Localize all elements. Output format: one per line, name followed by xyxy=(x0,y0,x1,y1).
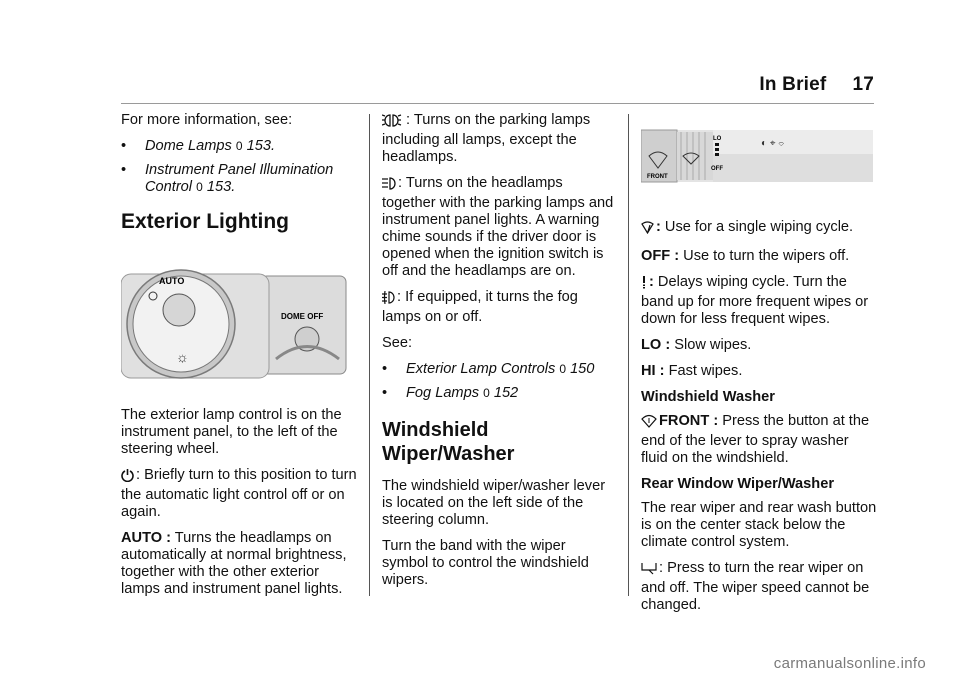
column-1 xyxy=(121,112,357,607)
exterior-lamp-intro: The exterior lamp control is on the instrument panel, to the left of the steering wheel. xyxy=(121,407,342,457)
delay-description: : Delays wiping cycle. Turn the band up for more frequent wipes or down for less frequent wipes. xyxy=(641,274,869,327)
svg-text:DOME OFF: DOME OFF xyxy=(281,312,324,321)
svg-text:LO: LO xyxy=(713,136,722,142)
wiper-off-description: OFF : Use to turn the wipers off. xyxy=(641,248,850,264)
rear-wiper-intro: The rear wiper and rear wash button is on the center stack below the climate control system. xyxy=(641,500,877,550)
rear-wiper-description: : Press to turn the rear wiper on and off. The wiper speed cannot be changed. xyxy=(641,560,870,613)
list-item: • Instrument Panel Illumination Control 0 153. xyxy=(121,162,334,195)
svg-text:FRONT: FRONT xyxy=(647,174,668,180)
exterior-lamp-control-illustration xyxy=(121,264,357,387)
power-off-icon xyxy=(121,468,134,487)
column-2 xyxy=(382,112,614,598)
link-exterior-lamp-controls[interactable]: Exterior Lamp Controls xyxy=(406,361,556,377)
wiper-band-instructions: Turn the band with the wiper symbol to control the windshield wipers. xyxy=(382,538,589,588)
page-number: 17 xyxy=(852,74,874,95)
parking-lamps-icon xyxy=(382,114,404,132)
column-divider-2 xyxy=(628,114,629,596)
svg-text:AUTO: AUTO xyxy=(159,276,185,286)
svg-text:OFF: OFF xyxy=(711,166,723,172)
single-wipe-description: : Use for a single wiping cycle. xyxy=(641,219,877,239)
windshield-washer-heading: Windshield Washer xyxy=(641,389,775,405)
heading-windshield-wiper-washer: Windshield Wiper/Washer xyxy=(382,419,515,465)
lo-description: LO : Slow wipes. xyxy=(641,337,752,353)
hi-description: HI : Fast wipes. xyxy=(641,363,743,379)
auto-description: AUTO : Turns the headlamps on automatically at normal brightness, together with the other exterior lamps and instrument panel lights. xyxy=(121,530,347,597)
more-info-text: For more information, see: xyxy=(121,112,293,128)
section-title: In Brief xyxy=(759,74,827,95)
headlamp-description: : Turns on the headlamps together with the parking lamps and instrument panel lights. A warning chime sounds if the driver door is opened when the ignition switch is off and the headlamps are on. xyxy=(382,175,614,279)
watermark: carmanualsonline.info xyxy=(773,655,926,672)
heading-exterior-lighting: Exterior Lighting xyxy=(121,210,289,233)
headlamp-icon xyxy=(382,177,396,195)
delay-icon xyxy=(641,276,647,294)
column-divider-1 xyxy=(369,114,370,596)
link-instrument-panel-illumination[interactable]: Instrument Panel Illumination Control xyxy=(145,162,334,195)
front-washer-description: FRONT : Press the button at the end of the lever to spray washer fluid on the windshield. xyxy=(641,413,870,466)
page-header xyxy=(759,74,874,96)
link-fog-lamps[interactable]: Fog Lamps xyxy=(406,385,480,401)
wiper-intro: The windshield wiper/washer lever is located on the left side of the steering column. xyxy=(382,478,606,528)
see-label: See: xyxy=(382,335,413,351)
list-item: • Fog Lamps 0 152 xyxy=(382,385,519,401)
svg-text:☼: ☼ xyxy=(176,349,189,365)
link-dome-lamps[interactable]: Dome Lamps xyxy=(145,138,232,154)
rear-wiper-icon xyxy=(641,562,657,580)
fog-lamp-description: : If equipped, it turns the fog lamps on or off. xyxy=(382,289,578,325)
list-item: • Exterior Lamp Controls 0 150 xyxy=(382,361,595,377)
rear-wiper-heading: Rear Window Wiper/Washer xyxy=(641,476,834,492)
parking-lamp-description: : Turns on the parking lamps including all lamps, except the headlamps. xyxy=(382,112,591,165)
column-3 xyxy=(641,112,877,623)
fog-lamp-icon xyxy=(382,291,395,309)
off-position-description: : Briefly turn to this position to turn the automatic light control off or on again. xyxy=(121,467,357,520)
svg-text:◐ ⌖ ⌔: ◐ ⌖ ⌔ xyxy=(761,138,785,149)
header-rule xyxy=(121,103,874,104)
wiper-lever-illustration xyxy=(641,126,877,193)
washer-fluid-icon xyxy=(641,414,657,433)
mist-wiper-icon xyxy=(641,221,654,239)
list-item: • Dome Lamps 0 153. xyxy=(121,138,276,154)
